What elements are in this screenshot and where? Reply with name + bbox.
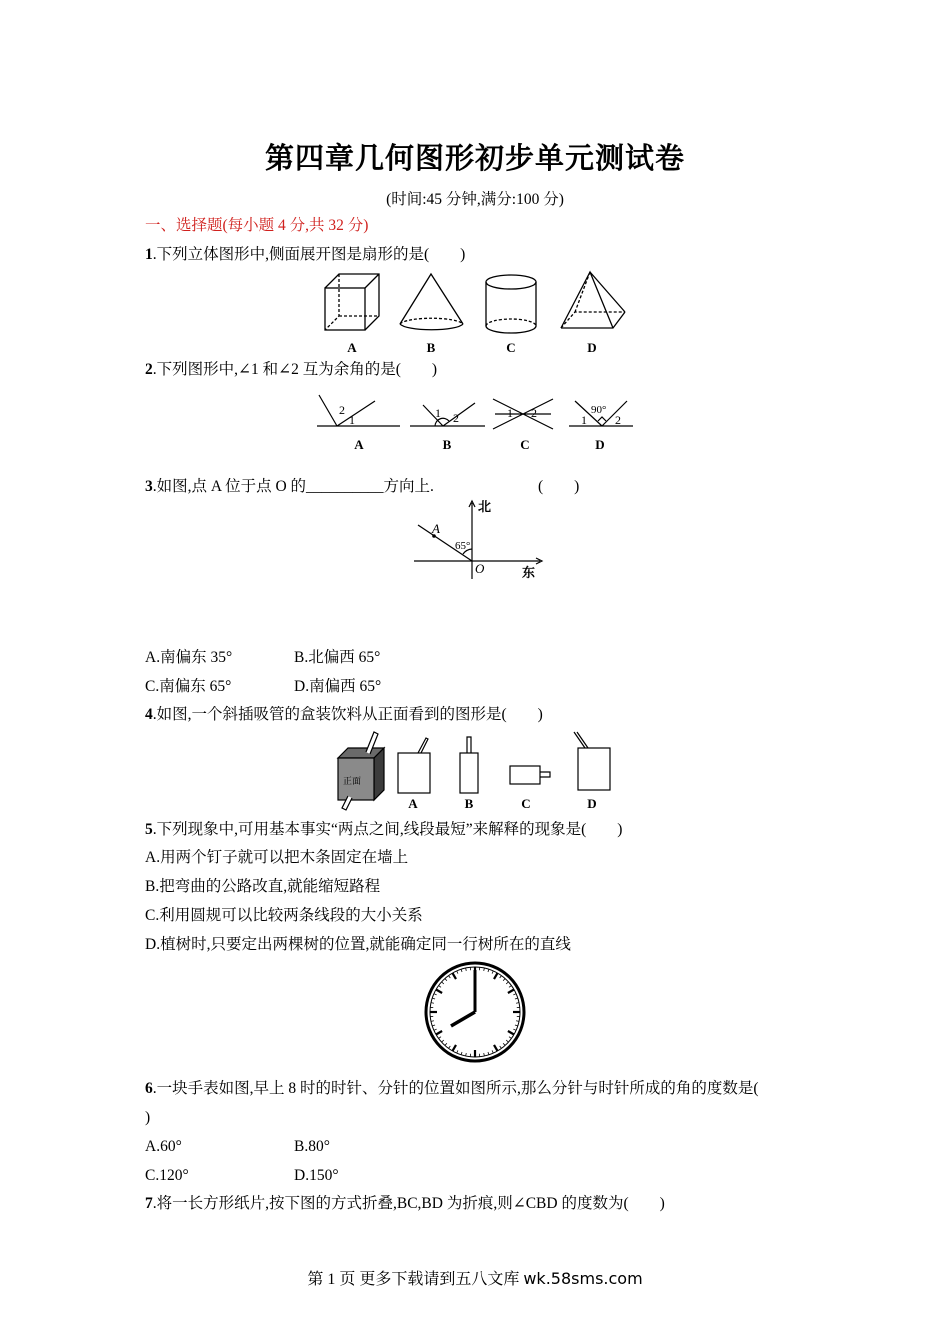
answer-paren: ( ) [538, 478, 580, 495]
straw-c [540, 772, 550, 777]
clock-figure [423, 960, 527, 1064]
minute-tick [442, 1040, 444, 1042]
hour-tick [508, 990, 514, 994]
minute-tick [434, 994, 437, 995]
minute-tick [457, 971, 458, 974]
minute-tick [431, 1003, 434, 1004]
angle-figure-c [493, 399, 553, 429]
minute-tick [461, 969, 462, 972]
option-c: C.南偏东 65° [145, 678, 232, 695]
minute-tick [449, 976, 451, 978]
figure-label: B [426, 340, 436, 355]
minute-tick [461, 1052, 462, 1055]
minute-tick [484, 968, 485, 971]
question-text: .下列图形中,∠1 和∠2 互为余角的是( ) [152, 361, 438, 378]
minute-tick [488, 969, 489, 972]
question-6 [145, 1079, 759, 1099]
hour-tick [494, 973, 498, 979]
figure-label: A [347, 340, 357, 355]
option-c: C.120° [145, 1167, 189, 1184]
question-5 [145, 820, 622, 840]
option-a: A.60° [145, 1138, 182, 1155]
option-b: B.把弯曲的公路改直,就能缩短路程 [145, 878, 381, 895]
hour-tick [453, 973, 457, 979]
exam-info: (时间:45 分钟,满分:100 分) [386, 191, 564, 208]
minute-tick [509, 1037, 511, 1039]
question-number: 3 [145, 478, 153, 495]
minute-tick [503, 979, 505, 981]
question-number: 4 [145, 706, 153, 723]
cube-front [325, 288, 365, 330]
minute-tick [445, 1043, 447, 1045]
question-number: 1 [145, 246, 153, 263]
minute-tick [432, 998, 435, 999]
option-shape-c [510, 766, 540, 784]
pyramid-edges [561, 272, 625, 328]
minute-tick [513, 994, 516, 995]
minute-tick [516, 1003, 519, 1004]
minute-tick [492, 1050, 493, 1053]
figure-label: B [464, 796, 474, 811]
minute-tick [509, 986, 511, 988]
question-number: 7 [145, 1195, 153, 1212]
east-label: 东 [522, 565, 536, 580]
right-angle-mark [598, 417, 606, 421]
front-label: 正面 [343, 776, 362, 786]
option-shape-d [578, 748, 610, 790]
direction-figure [410, 497, 550, 582]
option-a: A.南偏东 35° [145, 649, 233, 666]
angle-mark: 2 [339, 403, 345, 417]
footer-link[interactable]: wk.58sms.com [523, 1269, 643, 1288]
minute-tick [466, 968, 467, 971]
minute-tick [484, 1053, 485, 1056]
hour-tick [436, 1031, 442, 1035]
hour-tick [508, 1031, 514, 1035]
angle-mark: 2 [453, 411, 459, 425]
minute-tick [434, 1029, 437, 1030]
cone-sides [400, 274, 463, 324]
minute-tick [442, 982, 444, 984]
hour-tick [436, 990, 442, 994]
option-c: C.利用圆规可以比较两条线段的大小关系 [145, 907, 423, 924]
straw-d [574, 732, 588, 748]
angle-mark: 2 [615, 413, 621, 427]
question-7 [145, 1194, 665, 1214]
minute-tick [439, 1037, 441, 1039]
cone-base [400, 324, 463, 330]
option-b: B.北偏西 65° [294, 649, 381, 666]
question-6-cont: ) [145, 1109, 151, 1126]
minute-tick [506, 982, 508, 984]
angle-mark: 1 [581, 413, 587, 427]
angle-mark: 90° [591, 404, 607, 416]
question-3 [145, 477, 434, 497]
question-1 [145, 245, 465, 265]
figure-label: A [408, 796, 418, 811]
minute-tick [500, 976, 502, 978]
figure-label: A [354, 437, 364, 452]
point-o-label: O [475, 561, 485, 576]
angle-mark: 1 [349, 413, 355, 427]
angle-mark: 1 [507, 406, 513, 420]
question-text: .如图,一个斜插吸管的盒装饮料从正面看到的图形是( ) [152, 706, 543, 723]
minute-tick [449, 1046, 451, 1048]
angle-label: 65° [455, 540, 471, 552]
hour-tick [453, 1045, 457, 1051]
section-heading: 一、选择题(每小题 4 分,共 32 分) [145, 217, 369, 234]
box-side [374, 748, 384, 800]
minute-tick [515, 1025, 518, 1026]
cylinder-top [486, 275, 536, 289]
hour-tick [494, 1045, 498, 1051]
angle-figure-b [410, 403, 485, 426]
question-number: 5 [145, 821, 153, 838]
question-2 [145, 360, 437, 380]
figure-label: D [587, 796, 597, 811]
angle-figure-a [317, 395, 400, 426]
cylinder-base-hidden [486, 319, 536, 326]
question-text: .一块手表如图,早上 8 时的时针、分针的位置如图所示,那么分针与时针所成的角的度数是( [152, 1080, 759, 1097]
straw-b [467, 737, 471, 753]
question-text: .下列立体图形中,侧面展开图是扇形的是( ) [152, 246, 466, 263]
north-label: 北 [478, 499, 492, 514]
minute-tick [513, 1029, 516, 1030]
minute-tick [431, 1021, 434, 1022]
figure-label: C [520, 437, 530, 452]
figure-label: B [442, 437, 452, 452]
point-a-label: A [432, 521, 440, 536]
angles-figure [315, 393, 640, 455]
question-text: .如图,点 A 位于点 O 的__________方向上. [152, 478, 434, 495]
angle-mark: 2 [531, 406, 537, 420]
drink-box-figure [330, 728, 620, 814]
minute-tick [439, 986, 441, 988]
option-d: D.150° [294, 1167, 339, 1184]
minute-tick [488, 1052, 489, 1055]
question-text: .将一长方形纸片,按下图的方式折叠,BC,BD 为折痕,则∠CBD 的度数为( ) [152, 1195, 665, 1212]
question-number: 2 [145, 361, 153, 378]
figure-label: C [506, 340, 516, 355]
minute-tick [515, 998, 518, 999]
minute-tick [466, 1053, 467, 1056]
hour-hand [451, 1012, 475, 1026]
option-shape-a [398, 753, 430, 793]
minute-tick [503, 1043, 505, 1045]
footer-text: 第 1 页 更多下载请到五八文库 [307, 1271, 524, 1288]
minute-tick [506, 1040, 508, 1042]
figure-label: D [595, 437, 605, 452]
angle-mark: 1 [435, 406, 441, 420]
question-text: .下列现象中,可用基本事实“两点之间,线段最短”来解释的现象是( ) [152, 821, 623, 838]
minute-tick [492, 971, 493, 974]
straw-a [418, 738, 428, 753]
page-footer [0, 1266, 950, 1289]
figure-label: D [587, 340, 597, 355]
page-title: 第四章几何图形初步单元测试卷 [264, 141, 685, 175]
figure-label: C [521, 796, 531, 811]
question-4 [145, 705, 543, 725]
option-d: D.南偏西 65° [294, 678, 382, 695]
option-d: D.植树时,只要定出两棵树的位置,就能确定同一行树所在的直线 [145, 936, 571, 953]
option-shape-b [460, 753, 478, 793]
minute-tick [500, 1046, 502, 1048]
cone-base-hidden [400, 318, 463, 324]
minute-tick [432, 1025, 435, 1026]
option-a: A.用两个钉子就可以把木条固定在墙上 [145, 849, 409, 866]
minute-tick [457, 1050, 458, 1053]
solids-figure [315, 268, 635, 358]
question-number: 6 [145, 1080, 153, 1097]
minute-tick [445, 979, 447, 981]
option-b: B.80° [294, 1138, 330, 1155]
minute-tick [516, 1021, 519, 1022]
